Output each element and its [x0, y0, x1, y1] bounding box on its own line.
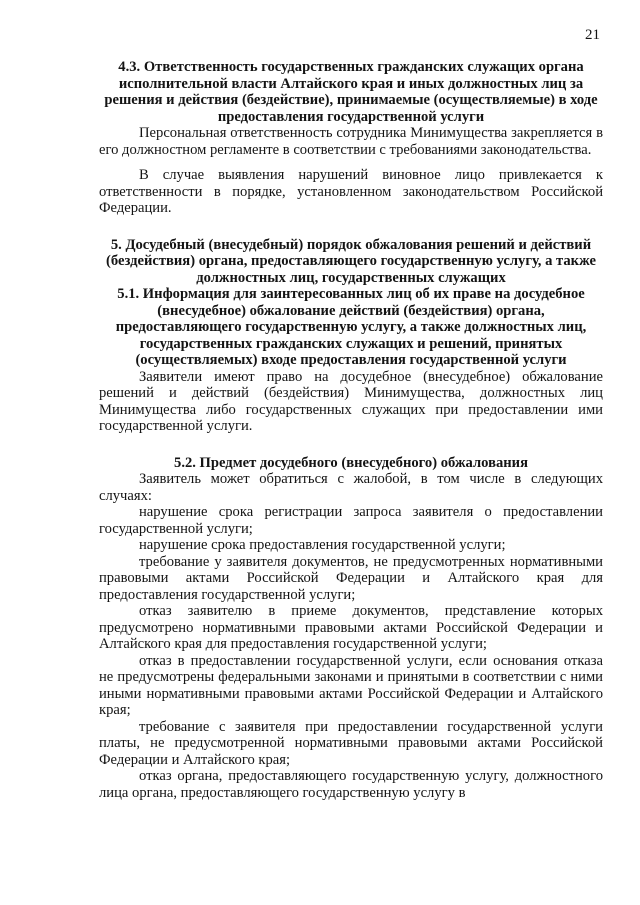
section-5-heading: 5. Досудебный (внесудебный) порядок обжалования решений и действий (бездействия) органа, предоставляющего государственную услугу, а также должностных лиц, государственных служащих: [106, 236, 596, 286]
section-4-3-heading: 4.3. Ответственность государственных гражданских служащих органа исполнительной власти Алтайского края и иных должностных лиц за решения и действия (бездействие), принимаемые (осуществляемые) в ходе предоставления государственной услуги: [104, 59, 598, 125]
section-4-3-paragraph: В случае выявления нарушений виновное лицо привлекается к ответственности в порядке, установленном законодательством Российской Федерации.: [99, 167, 603, 216]
section-5-2-list-item: отказ в предоставлении государственной услуги, если основания отказа не предусмотрены федеральными законами и принятыми в соответствии с ними иными нормативными правовыми актами Российской Федерации и Алтайского края;: [99, 652, 603, 718]
section-5-2-list-item: нарушение срока предоставления государственной услуги;: [139, 537, 506, 553]
section-5-2-list-item: отказ органа, предоставляющего государственную услугу, должностного лица органа, предоставляющего государственную услугу в: [99, 768, 603, 801]
section-4-3-paragraph: Персональная ответственность сотрудника Минимущества закрепляется в его должностном регламенте в соответствии с требованиями законодательства.: [99, 125, 603, 158]
section-5-1-paragraph: Заявители имеют право на досудебное (внесудебное) обжалование решений и действий (бездействия) Минимущества, должностных лиц Минимущества либо государственных служащих при предоставлении ими государственной услуги.: [99, 368, 603, 434]
section-5-2-list-item: требование с заявителя при предоставлении государственной услуги платы, не предусмотренной нормативными правовыми актами Российской Федерации и Алтайского края;: [99, 718, 603, 768]
section-5-2-heading: 5.2. Предмет досудебного (внесудебного) обжалования: [174, 454, 528, 471]
page-content: [99, 59, 603, 801]
page-number: 21: [585, 27, 600, 43]
section-5-2-list-item: требование у заявителя документов, не предусмотренных нормативными правовыми актами Российской Федерации и Алтайского края для предоставления государственной услуги;: [99, 553, 603, 603]
section-5-1-heading: 5.1. Информация для заинтересованных лиц об их праве на досудебное (внесудебное) обжалование действий (бездействия) органа, предоставляющего государственную услугу, а также должностных лиц, государственных гражданских служащих и решений, принятых (осуществляемых) входе предоставления государственной услуги: [115, 286, 587, 368]
section-5-2-list-item: отказ заявителю в приеме документов, представление которых предусмотрено нормативными правовыми актами Российской Федерации и Алтайского края для предоставления государственной услуги;: [99, 603, 603, 652]
section-5-2-list-item: нарушение срока регистрации запроса заявителя о предоставлении государственной услуги;: [99, 504, 603, 537]
section-5-2-paragraph: Заявитель может обратиться с жалобой, в том числе в следующих случаях:: [99, 471, 603, 504]
